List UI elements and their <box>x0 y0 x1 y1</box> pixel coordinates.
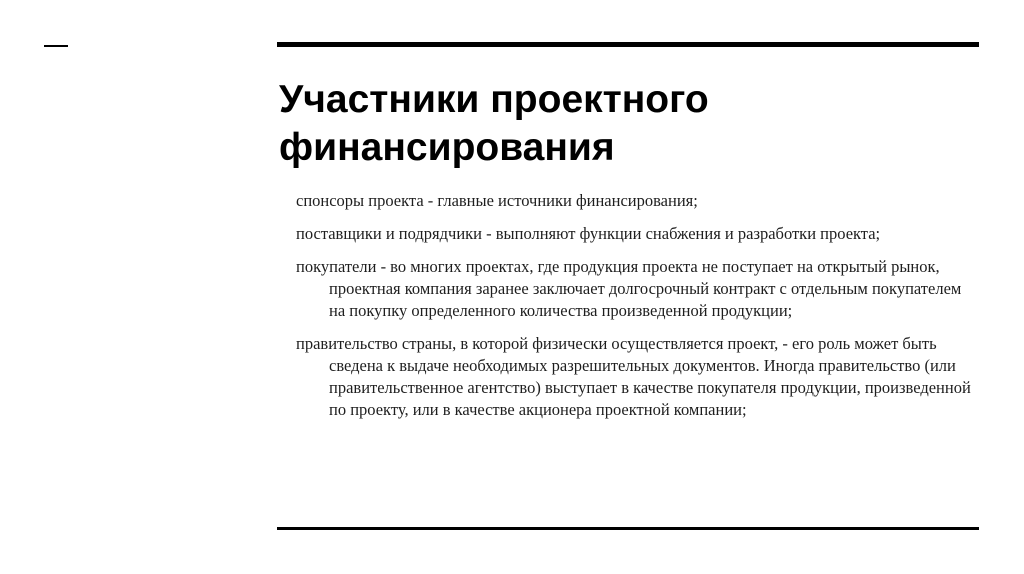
paragraph-suppliers: поставщики и подрядчики - выполняют функции снабжения и разработки проекта; <box>296 224 881 243</box>
paragraph-sponsors: спонсоры проекта - главные источники финансирования; <box>296 191 698 210</box>
slide-title-line-2: финансирования <box>279 126 615 169</box>
paragraph-government: правительство страны, в которой физически осуществляется проект, - его роль может быть сведена к выдаче необходимых разрешительных документов. Иногда правительство (или правительственное агентство) выступает в качестве покупателя продукции, произведенной по проекту, или в качестве акционера проектной компании; <box>296 334 971 419</box>
paragraph-buyers: покупатели - во многих проектах, где продукция проекта не поступает на открытый рынок, проектная компания заранее заключает долгосрочный контракт с отдельным покупателем на покупку определенного количества произведенной продукции; <box>296 257 962 320</box>
slide-title <box>279 76 969 172</box>
slide-body <box>296 190 976 432</box>
slide-title-line-1: Участники проектного <box>279 78 709 121</box>
top-divider-rule <box>277 42 979 47</box>
corner-dash-decoration <box>44 45 68 47</box>
bottom-divider-rule <box>277 527 979 530</box>
